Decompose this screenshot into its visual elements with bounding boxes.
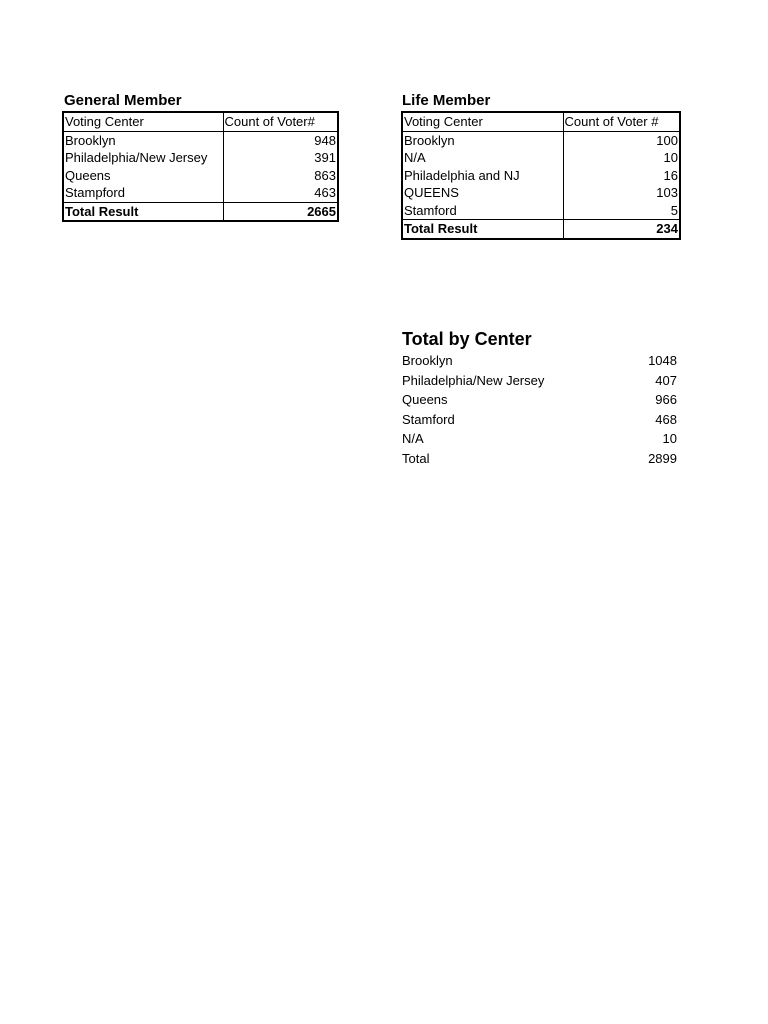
cell-center[interactable]: Philadelphia/New Jersey [63,149,223,167]
total-row [63,202,338,221]
table-row [63,131,338,149]
cell-count[interactable]: 407 [655,372,677,388]
table-row [63,167,338,185]
cell-center[interactable]: Brooklyn [402,131,563,149]
cell-center[interactable]: QUEENS [402,184,563,202]
cell-center[interactable]: N/A [402,149,563,167]
table-header-row [402,112,680,131]
cell-center[interactable]: Philadelphia/New Jersey [402,372,545,388]
cell-count[interactable]: 16 [663,167,678,183]
cell-count[interactable]: 391 [314,150,336,166]
cell-count[interactable]: 966 [655,392,677,408]
total-by-center-title: Total by Center [402,329,532,349]
cell-count[interactable]: 1048 [648,353,677,369]
cell-center[interactable]: Queens [402,392,448,408]
table-row [401,371,678,391]
table-row [402,167,680,185]
cell-center[interactable]: Philadelphia and NJ [402,167,563,185]
cell-center[interactable]: Stampford [63,184,223,202]
table-row [402,131,680,149]
cell-count[interactable]: 2899 [648,450,677,466]
table-row [402,202,680,220]
cell-center[interactable]: Brooklyn [402,353,453,369]
cell-count[interactable]: 100 [656,132,678,148]
cell-center[interactable]: Stamford [402,202,563,220]
total-count[interactable]: 2665 [223,202,338,221]
column-header-voting-center[interactable]: Voting Center [63,112,223,131]
life-member-table [401,111,681,240]
column-header-voting-center[interactable]: Voting Center [402,112,563,131]
table-row [402,149,680,167]
table-row [402,184,680,202]
cell-count[interactable]: 5 [670,202,678,218]
total-label[interactable]: Total Result [402,220,563,239]
column-header-count[interactable]: Count of Voter # [563,112,680,131]
total-row [402,220,680,239]
total-by-center-table [401,351,678,468]
cell-count[interactable]: 10 [663,150,678,166]
cell-count[interactable]: 948 [314,132,336,148]
cell-count[interactable]: 10 [662,431,677,447]
table-row [63,149,338,167]
cell-count[interactable]: 463 [314,185,336,201]
cell-count[interactable]: 103 [656,185,678,201]
cell-center[interactable]: N/A [402,431,424,447]
column-header-count[interactable]: Count of Voter# [223,112,338,131]
cell-center[interactable]: Stamford [402,411,455,427]
cell-count[interactable]: 863 [314,167,336,183]
table-row [63,184,338,202]
table-row [401,390,678,410]
table-row-total [401,449,678,469]
cell-center[interactable]: Total [402,450,430,466]
table-row [401,351,678,371]
life-member-title: Life Member [402,92,491,109]
general-member-table [62,111,339,222]
general-member-title: General Member [64,92,182,109]
table-header-row [63,112,338,131]
cell-count[interactable]: 468 [655,411,677,427]
table-row [401,410,678,430]
total-label[interactable]: Total Result [63,202,223,221]
cell-center[interactable]: Queens [63,167,223,185]
cell-center[interactable]: Brooklyn [63,131,223,149]
total-count[interactable]: 234 [563,220,680,239]
table-row [401,429,678,449]
